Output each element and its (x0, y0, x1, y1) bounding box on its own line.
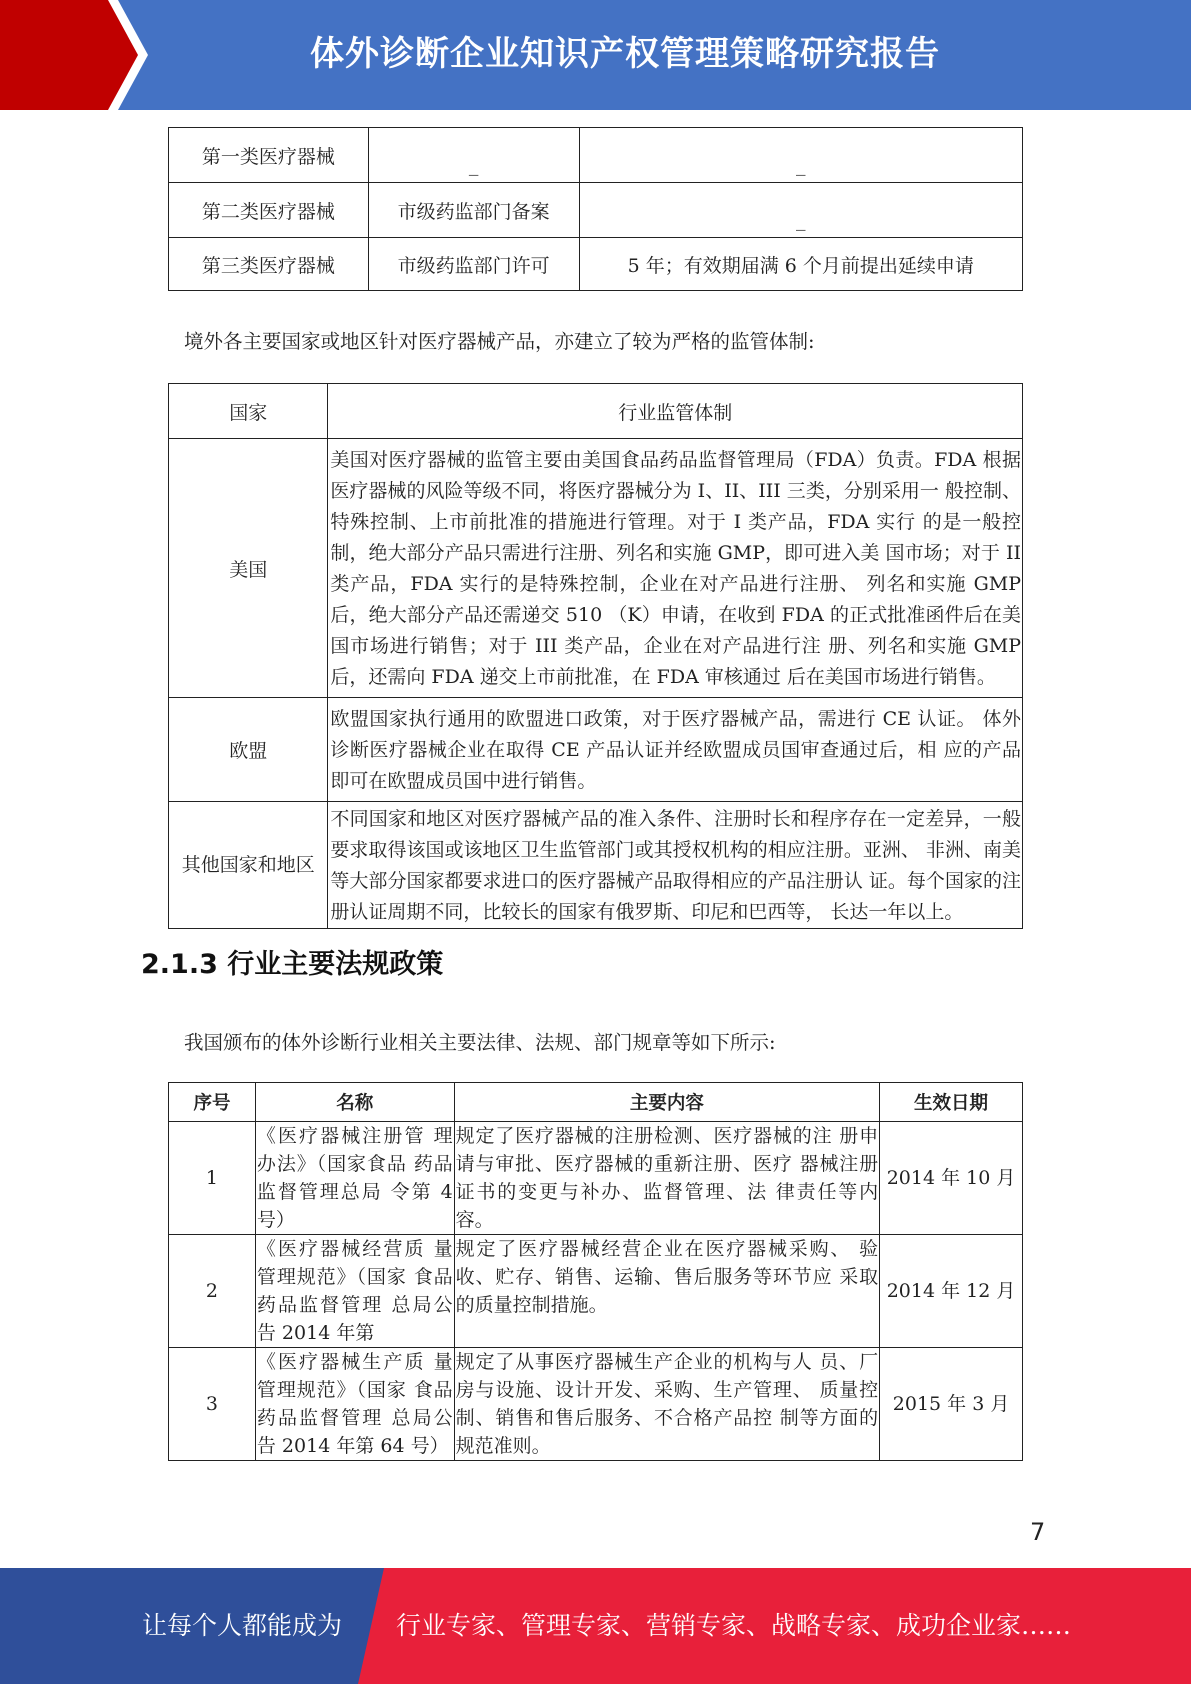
table-header-row (169, 1083, 1023, 1122)
validity-cell: 5 年；有效期届满 6 个月前提出延续申请 (579, 238, 1022, 291)
footer-slogan-right: 行业专家、管理专家、营销专家、战略专家、成功企业家…… (396, 1611, 1072, 1640)
authority-cell: _ (368, 128, 579, 183)
law-content: 规定了医疗器械经营企业在医疗器械采购、 验收、贮存、销售、运输、售后服务等环节应 采取的质量控制措施。 (454, 1235, 879, 1348)
table-row (169, 1122, 1023, 1235)
footer-slogan-left: 让每个人都能成为 (142, 1611, 343, 1640)
overseas-intro-paragraph: 境外各主要国家或地区针对医疗器械产品，亦建立了较为严格的监管体制: (184, 330, 815, 353)
law-content: 规定了从事医疗器械生产企业的机构与人 员、厂房与设施、设计开发、采购、生产管理、 质量控制、销售和售后服务、不合格产品控 制等方面的规范准则。 (454, 1348, 879, 1461)
laws-table (168, 1082, 1023, 1461)
table-row (169, 183, 1023, 238)
column-header: 行业监管体制 (328, 384, 1023, 439)
regulation-cell: 欧盟国家执行通用的欧盟进口政策，对于医疗器械产品，需进行 CE 认证。 体外诊断医疗器械企业在取得 CE 产品认证并经欧盟成员国审查通过后，相 应的产品即可在欧盟成员国中进行销售。 (328, 698, 1023, 802)
authority-cell: 市级药监部门备案 (368, 183, 579, 238)
effective-date: 2014 年 12 月 (880, 1235, 1023, 1348)
device-class-cell: 第一类医疗器械 (169, 128, 369, 183)
column-header: 国家 (169, 384, 328, 439)
regulation-cell: 美国对医疗器械的监管主要由美国食品药品监督管理局（FDA）负责。FDA 根据医疗器械的风险等级不同，将医疗器械分为 I、II、III 三类，分别采用一 般控制、特殊控制、上市前批准的措施进行管理。对于 I 类产品，FDA 实行 的是一般控制，绝大部分产品只需进行注册、列名和实施 GMP，即可进入美 国市场；对于 II 类产品，FDA 实行的是特殊控制，企业在对产品进行注册、 列名和实施 GMP 后，绝大部分产品还需递交 510 （K）申请，在收到 FDA 的正式批准函件后在美国市场进行销售；对于 III 类产品，企业在对产品进行注 册、列名和实施 GMP 后，还需向 FDA 递交上市前批准，在 FDA 审核通过 后在美国市场进行销售。 (328, 439, 1023, 698)
row-number: 2 (169, 1235, 256, 1348)
table-row (169, 698, 1023, 802)
row-number: 1 (169, 1122, 256, 1235)
law-name: 《医疗器械经营质 量管理规范》（国家 食品药品监督管理 总局公告 2014 年第 (255, 1235, 454, 1348)
authority-cell: 市级药监部门许可 (368, 238, 579, 291)
row-number: 3 (169, 1348, 256, 1461)
law-name: 《医疗器械生产质 量管理规范》（国家 食品药品监督管理 总局公告 2014 年第 64 号） (255, 1348, 454, 1461)
table-row (169, 1235, 1023, 1348)
table-row (169, 439, 1023, 698)
validity-cell: _ (579, 183, 1022, 238)
regulation-cell (328, 802, 1023, 929)
table-row (169, 238, 1023, 291)
device-class-table (168, 127, 1023, 291)
column-header: 序号 (169, 1083, 256, 1122)
effective-date: 2015 年 3 月 (880, 1348, 1023, 1461)
effective-date: 2014 年 10 月 (880, 1122, 1023, 1235)
page-number: 7 (1030, 1518, 1046, 1546)
law-name: 《医疗器械注册管 理办法》（国家食品 药品监督管理总局 令第 4 号） (255, 1122, 454, 1235)
column-header: 名称 (255, 1083, 454, 1122)
country-cell: 美国 (169, 439, 328, 698)
table-row (169, 802, 1023, 929)
page-footer (0, 1568, 1191, 1684)
laws-intro-paragraph: 我国颁布的体外诊断行业相关主要法律、法规、部门规章等如下所示: (184, 1031, 776, 1054)
report-title: 体外诊断企业知识产权管理策略研究报告 (310, 34, 940, 74)
country-cell: 欧盟 (169, 698, 328, 802)
table-row (169, 1348, 1023, 1461)
device-class-cell: 第二类医疗器械 (169, 183, 369, 238)
header-arrow-decoration (0, 0, 300, 110)
law-content: 规定了医疗器械的注册检测、医疗器械的注 册申请与审批、医疗器械的重新注册、医疗 器械注册证书的变更与补办、监督管理、法 律责任等内容。 (454, 1122, 879, 1235)
regulation-text: 不同国家和地区对医疗器械产品的准入条件、注册时长和程序存在一定差异，一般要求取得该国或该地区卫生监管部门或其授权机构的相应注册。亚洲、 非洲、南美等大部分国家都要求进口的医疗器械产品取得相应的产品注册认 证。每个国家的注册认证周期不同，比较长的国家有俄罗斯、印尼和巴西等， 长达一年以上。 (330, 808, 1021, 923)
country-cell: 其他国家和地区 (169, 802, 328, 929)
table-header-row (169, 384, 1023, 439)
device-class-cell: 第三类医疗器械 (169, 238, 369, 291)
overseas-regulation-table (168, 383, 1023, 929)
column-header: 主要内容 (454, 1083, 879, 1122)
validity-cell: _ (579, 128, 1022, 183)
page-header (0, 0, 1191, 110)
section-heading: 2.1.3 行业主要法规政策 (141, 949, 444, 980)
column-header: 生效日期 (880, 1083, 1023, 1122)
table-row (169, 128, 1023, 183)
